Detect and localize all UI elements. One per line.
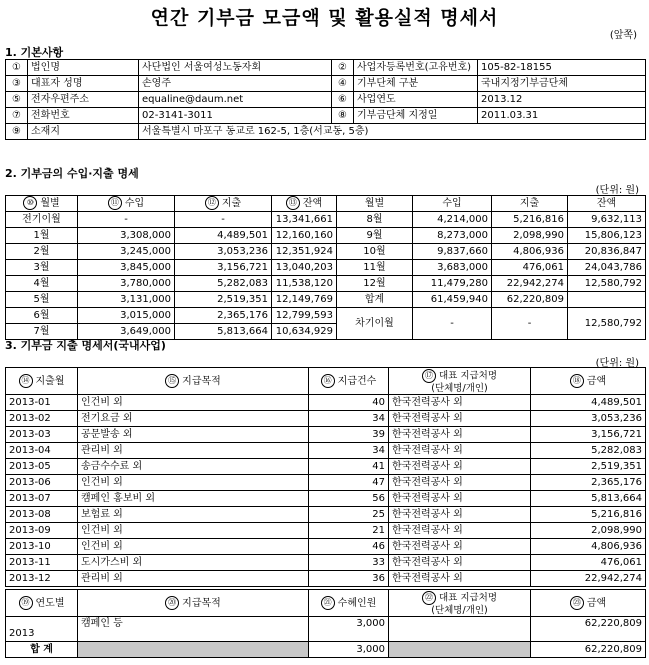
expense-count: 34 (309, 443, 389, 459)
expense-count: 34 (309, 411, 389, 427)
col-exp-amount: ⑱ 금액 (531, 368, 646, 395)
income-header-row (6, 196, 646, 212)
expense-month: 2013-06 (6, 475, 78, 491)
col-exp-count: ⑯ 지급건수 (309, 368, 389, 395)
col-expense: ⑫ 지출 (175, 196, 272, 212)
balance-cell: 9,632,113 (568, 212, 646, 228)
field-label: 기부금단체 지정일 (354, 108, 478, 124)
expense-month: 2013-04 (6, 443, 78, 459)
summary-payee (389, 617, 531, 642)
table-row (6, 571, 646, 587)
income-cell: 3,780,000 (78, 276, 175, 292)
expense-cell: 5,813,664 (175, 324, 272, 340)
income-cell: 3,649,000 (78, 324, 175, 340)
month-cell: 2월 (6, 244, 78, 260)
expense-amount: 2,365,176 (531, 475, 646, 491)
expense-purpose: 송금수수료 외 (78, 459, 309, 475)
expense-month: 2013-05 (6, 459, 78, 475)
expense-amount: 4,806,936 (531, 539, 646, 555)
expense-purpose: 공문발송 외 (78, 427, 309, 443)
balance-cell: 12,580,792 (568, 308, 646, 340)
page-title: 연간 기부금 모금액 및 활용실적 명세서 (150, 7, 499, 29)
col-beneficiaries: ㉑ 수혜인원 (309, 590, 389, 617)
item-number: ① (6, 60, 28, 76)
field-label: 기부단체 구분 (354, 76, 478, 92)
expense-cell: 2,365,176 (175, 308, 272, 324)
month-cell: 3월 (6, 260, 78, 276)
month-cell: 전기이월 (6, 212, 78, 228)
expense-cell: - (175, 212, 272, 228)
balance-cell: 20,836,847 (568, 244, 646, 260)
summary-header-row (6, 590, 646, 617)
expense-cell: 3,156,721 (175, 260, 272, 276)
field-value: equaline@daum.net (139, 92, 332, 108)
expense-purpose: 캠페인 홍보비 외 (78, 491, 309, 507)
unit-label: (단위: 원) (595, 185, 639, 196)
col-sum-purpose: ⑳ 지급목적 (78, 590, 309, 617)
summary-count: 3,000 (309, 617, 389, 642)
income-cell: 3,683,000 (413, 260, 492, 276)
expense-month: 2013-03 (6, 427, 78, 443)
total-label: 합 계 (6, 642, 78, 658)
summary-purpose: 캠페인 등 (78, 617, 309, 642)
expense-payee: 한국전력공사 외 (389, 475, 531, 491)
field-label: 소재지 (28, 124, 139, 140)
expense-purpose: 인건비 외 (78, 539, 309, 555)
income-cell: 8,273,000 (413, 228, 492, 244)
balance-cell: 13,341,661 (272, 212, 337, 228)
expense-count: 33 (309, 555, 389, 571)
summary-table (5, 589, 646, 658)
income-row (6, 228, 646, 244)
expense-cell: 2,519,351 (175, 292, 272, 308)
income-cell: 3,131,000 (78, 292, 175, 308)
expense-cell: 5,216,816 (492, 212, 568, 228)
expense-count: 40 (309, 395, 389, 411)
expense-purpose: 도시가스비 외 (78, 555, 309, 571)
item-number: ⑥ (332, 92, 354, 108)
balance-cell: 11,538,120 (272, 276, 337, 292)
expense-amount: 5,216,816 (531, 507, 646, 523)
expense-month: 2013-12 (6, 571, 78, 587)
field-value: 02-3141-3011 (139, 108, 332, 124)
table-row (6, 491, 646, 507)
col-year: ⑲ 연도별 (6, 590, 78, 617)
field-label: 사업자등록번호(고유번호) (354, 60, 478, 76)
income-row (6, 308, 646, 324)
balance-cell: 15,806,123 (568, 228, 646, 244)
field-label: 전자우편주소 (28, 92, 139, 108)
month-cell: 9월 (337, 228, 413, 244)
expense-payee: 한국전력공사 외 (389, 571, 531, 587)
field-value: 2013.12 (478, 92, 646, 108)
expense-amount: 476,061 (531, 555, 646, 571)
expense-month: 2013-08 (6, 507, 78, 523)
income-cell: - (413, 308, 492, 340)
expense-payee: 한국전력공사 외 (389, 427, 531, 443)
expense-purpose: 인건비 외 (78, 523, 309, 539)
col-exp-purpose: ⑮ 지급목적 (78, 368, 309, 395)
item-number: ④ (332, 76, 354, 92)
expense-amount: 5,813,664 (531, 491, 646, 507)
col-balance-2: 잔액 (568, 196, 646, 212)
income-cell: 61,459,940 (413, 292, 492, 308)
table-row (6, 507, 646, 523)
expense-header-row (6, 368, 646, 395)
expense-payee: 한국전력공사 외 (389, 539, 531, 555)
field-label: 대표자 성명 (28, 76, 139, 92)
balance-cell: 12,149,769 (272, 292, 337, 308)
expense-cell: 476,061 (492, 260, 568, 276)
expense-purpose: 보험료 외 (78, 507, 309, 523)
table-row (6, 459, 646, 475)
expense-payee: 한국전력공사 외 (389, 443, 531, 459)
expense-count: 25 (309, 507, 389, 523)
expense-payee: 한국전력공사 외 (389, 523, 531, 539)
basic-info-row (6, 60, 646, 76)
balance-cell (568, 292, 646, 308)
field-label: 전화번호 (28, 108, 139, 124)
balance-cell: 12,160,160 (272, 228, 337, 244)
expense-count: 21 (309, 523, 389, 539)
item-number: ⑧ (332, 108, 354, 124)
expense-cell: 5,282,083 (175, 276, 272, 292)
expense-cell: 2,098,990 (492, 228, 568, 244)
expense-month: 2013-10 (6, 539, 78, 555)
month-cell: 5월 (6, 292, 78, 308)
income-cell: - (78, 212, 175, 228)
table-row (6, 539, 646, 555)
expense-amount: 3,156,721 (531, 427, 646, 443)
balance-cell: 13,040,203 (272, 260, 337, 276)
field-value: 사단법인 서울여성노동자회 (139, 60, 332, 76)
address-value: 서울특별시 마포구 동교로 162-5, 1층(서교동, 5층) (139, 124, 646, 140)
income-cell: 3,245,000 (78, 244, 175, 260)
income-cell: 3,845,000 (78, 260, 175, 276)
total-purpose-blank (78, 642, 309, 658)
summary-row (6, 617, 646, 642)
expense-payee: 한국전력공사 외 (389, 491, 531, 507)
expense-cell: 4,806,936 (492, 244, 568, 260)
total-count: 3,000 (309, 642, 389, 658)
expense-amount: 22,942,274 (531, 571, 646, 587)
item-number: ③ (6, 76, 28, 92)
expense-amount: 3,053,236 (531, 411, 646, 427)
income-row (6, 244, 646, 260)
table-row (6, 443, 646, 459)
income-expense-table (5, 195, 646, 340)
expense-month: 2013-07 (6, 491, 78, 507)
item-number: ② (332, 60, 354, 76)
income-row (6, 260, 646, 276)
income-cell: 3,308,000 (78, 228, 175, 244)
balance-cell: 12,351,924 (272, 244, 337, 260)
month-cell: 8월 (337, 212, 413, 228)
col-expense-2: 지출 (492, 196, 568, 212)
field-value: 손영주 (139, 76, 332, 92)
expense-purpose: 인건비 외 (78, 395, 309, 411)
col-month-2: 월별 (337, 196, 413, 212)
col-sum-payee: ㉒ 대표 지급처명 (단체명/개인) (389, 590, 531, 617)
total-amount: 62,220,809 (531, 642, 646, 658)
balance-cell: 12,580,792 (568, 276, 646, 292)
unit-label-2: (단위: 원) (595, 358, 639, 369)
item-number: ⑤ (6, 92, 28, 108)
income-cell: 9,837,660 (413, 244, 492, 260)
month-cell: 차기이월 (337, 308, 413, 340)
expense-cell: 4,489,501 (175, 228, 272, 244)
expense-month: 2013-02 (6, 411, 78, 427)
item-number: ⑨ (6, 124, 28, 140)
col-sum-amount: ㉓ 금액 (531, 590, 646, 617)
expense-month: 2013-09 (6, 523, 78, 539)
basic-info-row (6, 108, 646, 124)
income-cell: 11,479,280 (413, 276, 492, 292)
expense-count: 47 (309, 475, 389, 491)
expense-cell: 62,220,809 (492, 292, 568, 308)
expense-count: 56 (309, 491, 389, 507)
table-row (6, 427, 646, 443)
income-row (6, 292, 646, 308)
expense-amount: 5,282,083 (531, 443, 646, 459)
expense-amount: 4,489,501 (531, 395, 646, 411)
page-side-label: (앞쪽) (609, 30, 637, 41)
table-row (6, 411, 646, 427)
expense-cell: 3,053,236 (175, 244, 272, 260)
expense-purpose: 인건비 외 (78, 475, 309, 491)
col-balance: ⑬ 잔액 (272, 196, 337, 212)
expense-payee: 한국전력공사 외 (389, 507, 531, 523)
field-label: 사업연도 (354, 92, 478, 108)
month-cell: 7월 (6, 324, 78, 340)
month-cell: 4월 (6, 276, 78, 292)
balance-cell: 24,043,786 (568, 260, 646, 276)
expense-payee: 한국전력공사 외 (389, 555, 531, 571)
expense-count: 41 (309, 459, 389, 475)
item-number: ⑦ (6, 108, 28, 124)
expense-count: 36 (309, 571, 389, 587)
expense-cell: - (492, 308, 568, 340)
expense-payee: 한국전력공사 외 (389, 411, 531, 427)
balance-cell: 12,799,593 (272, 308, 337, 324)
income-cell: 4,214,000 (413, 212, 492, 228)
month-cell: 1월 (6, 228, 78, 244)
table-row (6, 395, 646, 411)
summary-amount: 62,220,809 (531, 617, 646, 642)
col-exp-payee: ⑰ 대표 지급처명 (단체명/개인) (389, 368, 531, 395)
section-basic-heading: 1. 기본사항 (5, 46, 64, 59)
month-cell: 10월 (337, 244, 413, 260)
expense-payee: 한국전력공사 외 (389, 395, 531, 411)
field-label: 법인명 (28, 60, 139, 76)
expense-purpose: 관리비 외 (78, 571, 309, 587)
expense-month: 2013-11 (6, 555, 78, 571)
address-row (6, 124, 646, 140)
table-row (6, 555, 646, 571)
month-cell: 11월 (337, 260, 413, 276)
table-row (6, 475, 646, 491)
expense-purpose: 관리비 외 (78, 443, 309, 459)
balance-cell: 10,634,929 (272, 324, 337, 340)
expense-cell: 22,942,274 (492, 276, 568, 292)
basic-info-row (6, 92, 646, 108)
col-month: ⑩ 월별 (6, 196, 78, 212)
field-value: 국내지정기부금단체 (478, 76, 646, 92)
basic-info-table (5, 59, 646, 140)
income-cell: 3,015,000 (78, 308, 175, 324)
income-row (6, 212, 646, 228)
field-value: 105-82-18155 (478, 60, 646, 76)
expense-purpose: 전기요금 외 (78, 411, 309, 427)
basic-info-row (6, 76, 646, 92)
total-row (6, 642, 646, 658)
summary-year: 2013 (6, 617, 78, 642)
col-income: ⑪ 수입 (78, 196, 175, 212)
total-payee-blank (389, 642, 531, 658)
expense-month: 2013-01 (6, 395, 78, 411)
table-row (6, 523, 646, 539)
col-income-2: 수입 (413, 196, 492, 212)
income-row (6, 276, 646, 292)
expense-detail-table (5, 367, 646, 587)
month-cell: 합계 (337, 292, 413, 308)
field-value: 2011.03.31 (478, 108, 646, 124)
expense-count: 39 (309, 427, 389, 443)
expense-payee: 한국전력공사 외 (389, 459, 531, 475)
expense-count: 46 (309, 539, 389, 555)
section-income-heading: 2. 기부금의 수입·지출 명세 (5, 167, 139, 180)
expense-amount: 2,519,351 (531, 459, 646, 475)
month-cell: 6월 (6, 308, 78, 324)
col-exp-month: ⑭ 지출월 (6, 368, 78, 395)
expense-amount: 2,098,990 (531, 523, 646, 539)
month-cell: 12월 (337, 276, 413, 292)
section-expense-heading: 3. 기부금 지출 명세서(국내사업) (5, 339, 166, 352)
